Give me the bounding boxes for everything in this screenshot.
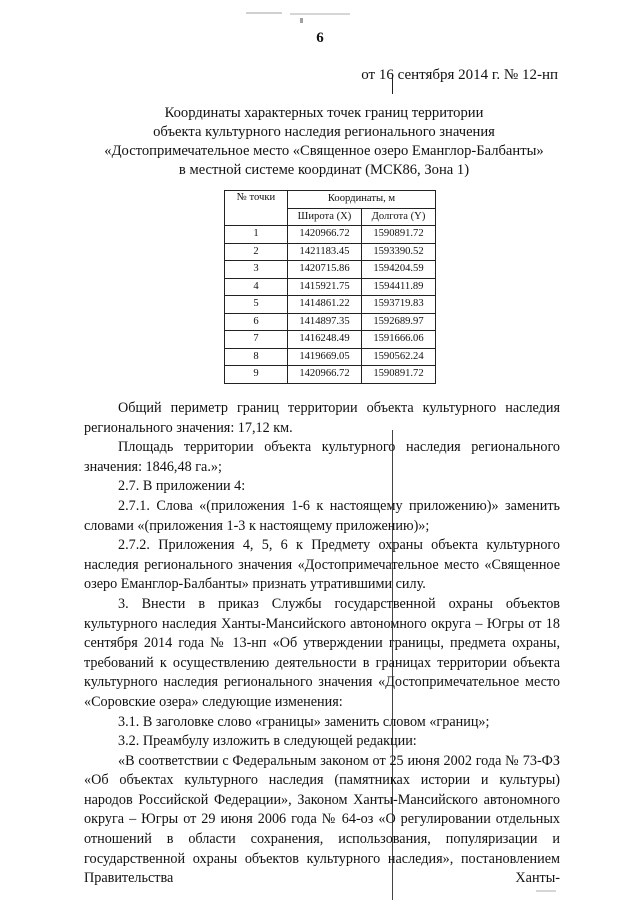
paragraph-area: Площадь территории объекта культурного наследия регионального значения: 1846,48 га.»; bbox=[84, 439, 560, 475]
longitude-value: 1590891.72 bbox=[362, 226, 436, 244]
longitude-value: 1592689.97 bbox=[362, 313, 436, 331]
point-number: 4 bbox=[225, 278, 288, 296]
latitude-value: 1420715.86 bbox=[288, 261, 362, 279]
longitude-value: 1590891.72 bbox=[362, 366, 436, 384]
longitude-value: 1593390.52 bbox=[362, 243, 436, 261]
header-coordinates: Координаты, м bbox=[288, 191, 436, 209]
paragraph-3: 3. Внести в приказ Службы государственной охраны объектов культурного наследия Ханты-Мансийского автономного округа – Югры от 18 сентября 2014 года № 13-нп «Об утверждении границы, предмета охраны, требований к осуществлению деятельности в границах территории объекта культурного наследия регионального значения «Достопримечательное место «Соровские озера» следующие изменения: bbox=[84, 595, 560, 710]
table-row bbox=[225, 226, 436, 244]
scan-speck bbox=[536, 890, 556, 892]
point-number: 8 bbox=[225, 348, 288, 366]
point-number: 1 bbox=[225, 226, 288, 244]
table-row bbox=[225, 261, 436, 279]
table-row bbox=[225, 296, 436, 314]
paragraph-2-7-1: 2.7.1. Слова «(приложения 1-6 к настоящему приложению)» заменить словами «(приложения 1-3 к настоящему приложению)»; bbox=[84, 497, 560, 534]
latitude-value: 1420966.72 bbox=[288, 226, 362, 244]
paragraph-perimeter: Общий периметр границ территории объекта культурного наследия регионального значения: 17,12 км. bbox=[84, 400, 560, 436]
table-row bbox=[225, 366, 436, 384]
scan-speck bbox=[300, 18, 303, 23]
longitude-value: 1594204.59 bbox=[362, 261, 436, 279]
point-number: 6 bbox=[225, 313, 288, 331]
header-longitude: Долгота (Y) bbox=[362, 208, 436, 226]
longitude-value: 1593719.83 bbox=[362, 296, 436, 314]
coordinates-title bbox=[84, 104, 564, 180]
latitude-value: 1414897.35 bbox=[288, 313, 362, 331]
paragraph-3-1: 3.1. В заголовке слово «границы» заменить словом «границ»; bbox=[118, 713, 490, 730]
table-header-row bbox=[225, 191, 436, 209]
title-line: в местной системе координат (МСК86, Зона 1) bbox=[178, 162, 470, 178]
point-number: 5 bbox=[225, 296, 288, 314]
document-body bbox=[84, 399, 560, 889]
header-latitude: Широта (X) bbox=[288, 208, 362, 226]
table-row bbox=[225, 348, 436, 366]
coordinates-table bbox=[224, 190, 436, 384]
title-line: Координаты характерных точек границ территории bbox=[164, 105, 484, 121]
latitude-value: 1416248.49 bbox=[288, 331, 362, 349]
title-line: объекта культурного наследия регионального значения bbox=[153, 124, 495, 140]
header-point-number: № точки bbox=[225, 191, 288, 226]
title-line: «Достопримечательное место «Священное озеро Еманглор-Балбанты» bbox=[104, 143, 544, 159]
table-row bbox=[225, 278, 436, 296]
point-number: 2 bbox=[225, 243, 288, 261]
longitude-value: 1594411.89 bbox=[362, 278, 436, 296]
paragraph-2-7: 2.7. В приложении 4: bbox=[118, 478, 246, 495]
point-number: 3 bbox=[225, 261, 288, 279]
document-date-line: от 16 сентября 2014 г. № 12-нп bbox=[361, 67, 558, 83]
table-row bbox=[225, 313, 436, 331]
latitude-value: 1419669.05 bbox=[288, 348, 362, 366]
scan-speck bbox=[246, 12, 282, 14]
point-number: 7 bbox=[225, 331, 288, 349]
point-number: 9 bbox=[225, 366, 288, 384]
table-row bbox=[225, 243, 436, 261]
table-row bbox=[225, 331, 436, 349]
latitude-value: 1414861.22 bbox=[288, 296, 362, 314]
page-number: 6 bbox=[316, 30, 324, 46]
paragraph-preamble: «В соответствии с Федеральным законом от 25 июня 2002 года № 73-ФЗ «Об объектах культурного наследия (памятниках истории и культуры) народов Российской Федерации», Законом Ханты-Мансийского автономного округа – Югры от 29 июня 2006 года № 64-оз «О регулировании отдельных отношений в области сохранения, использования, популяризации и государственной охраны объектов культурного наследия», постановлением Правительства Ханты- bbox=[84, 752, 560, 887]
paragraph-3-2: 3.2. Преамбулу изложить в следующей редакции: bbox=[118, 733, 417, 750]
longitude-value: 1590562.24 bbox=[362, 348, 436, 366]
latitude-value: 1421183.45 bbox=[288, 243, 362, 261]
latitude-value: 1420966.72 bbox=[288, 366, 362, 384]
longitude-value: 1591666.06 bbox=[362, 331, 436, 349]
latitude-value: 1415921.75 bbox=[288, 278, 362, 296]
scan-speck bbox=[290, 13, 350, 15]
paragraph-2-7-2: 2.7.2. Приложения 4, 5, 6 к Предмету охраны объекта культурного наследия регионального значения «Достопримечательное место «Священное озеро Еманглор-Балбанты» признать утратившими силу. bbox=[84, 537, 560, 593]
